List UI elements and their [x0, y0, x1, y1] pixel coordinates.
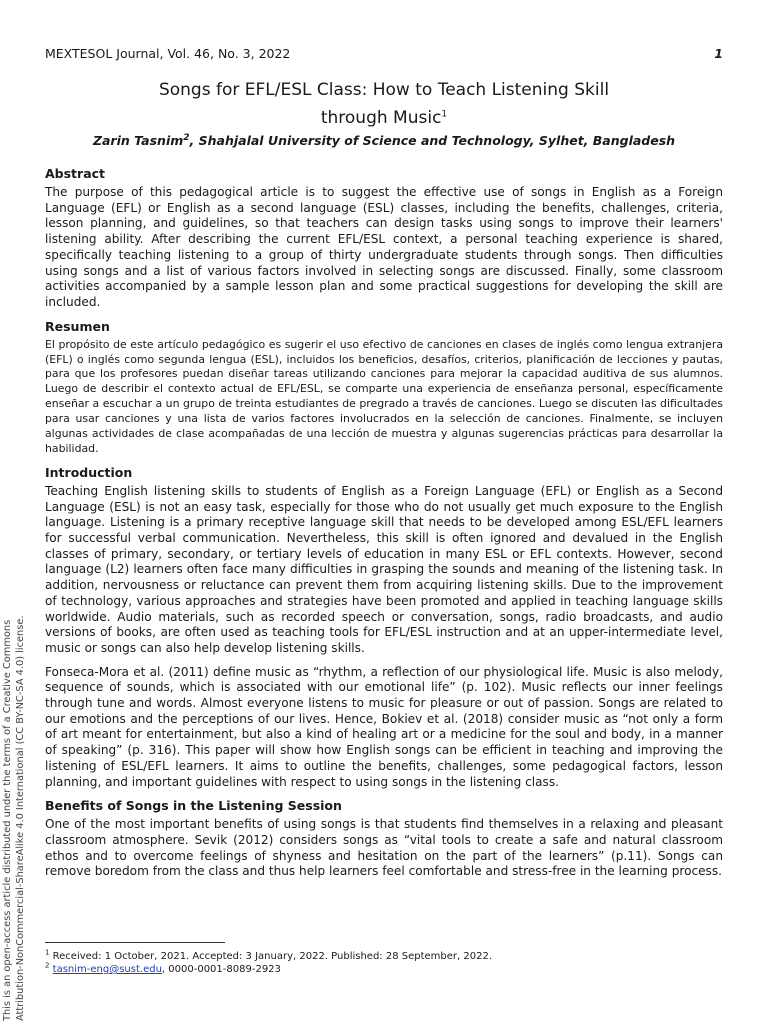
journal-citation: MEXTESOL Journal, Vol. 46, No. 3, 2022 [45, 46, 291, 61]
resumen-text: El propósito de este artículo pedagógico es sugerir el uso efectivo de canciones en clases de inglés como lengua extranjera (EFL) o inglés como segunda lengua (ESL), incluidos los beneficios, desafíos, criterios, planificación de lecciones y pautas, para que los profesores puedan diseñar tareas utilizando canciones para mejorar la capacidad auditiva de sus alumnos. Luego de describir el contexto actual de EFL/ESL, se comparte una experiencia de enseñanza personal, específicamente enseñar a escuchar a un grupo de treinta estudiantes de pregrado a través de canciones. Luego se discuten las dificultades para usar canciones y una lista de varios factores involucrados en la selección de canciones. Finalmente, se incluyen algunas actividades de clase acompañadas de una lección de muestra y algunas sugerencias prácticas para desarrollar la habilidad. [45, 337, 723, 455]
footnote-1 [45, 950, 492, 963]
article-title [45, 76, 723, 132]
author-line [45, 133, 723, 148]
introduction-heading: Introduction [45, 464, 133, 480]
title-line-2 [45, 104, 723, 132]
page-number: 1 [714, 46, 723, 61]
title-line-1: Songs for EFL/ESL Class: How to Teach Listening Skill [158, 80, 610, 100]
footnote-2 [45, 963, 492, 976]
footnote-2-mark: 2 [45, 961, 50, 970]
introduction-paragraph-2: Fonseca-Mora et al. (2011) define music as “rhythm, a reflection of our physiological life. Music is also melody, sequence of sounds, which is associated with our emotional life” (p. 102). Music reflects our inner feelings through tune and words. Almost everyone listens to music for pleasure or out of passion. Songs are related to our emotions and the perceptions of our lives. Hence, Bokiev et al. (2018) consider music as “not only a form of art meant for entertainment, but also a kind of healing art or a medicine for the soul and body, in a manner of speaking” (p. 316). This paper will show how English songs can be efficient in teaching and improving the listening of ESL/EFL learners. It aims to outline the benefits, challenges, some pedagogical factors, lesson planning, and important guidelines with respect to using songs in the listening class. [45, 664, 723, 789]
introduction-paragraph-1: Teaching English listening skills to students of English as a Foreign Language (EFL) or English as a Second Language (ESL) is not an easy task, especially for those who do not usually get much exposure to the English language. Listening is a primary receptive language skill that needs to be developed among ESL/EFL learners for successful verbal communication. Nevertheless, this skill is often ignored and devalued in the English classes of primary, secondary, or tertiary levels of education in many ESL or EFL contexts. However, second language (L2) learners often face many difficulties in grasping the sounds and meaning of the listening task. In addition, nervousness or reluctance can prevent them from acquiring listening skills. Due to the improvement of technology, various approaches and strategies have been promoted and applied in teaching language skills worldwide. Audio materials, such as recorded speech or conversation, songs, radio broadcasts, and audio versions of books, are often used as teaching tools for EFL/ESL instruction and at an upper-intermediate level, music or songs can also help develop listening skills. [45, 483, 723, 655]
title-footnote-mark: 1 [441, 109, 448, 120]
article-body [45, 166, 723, 880]
author-name: Zarin Tasnim [92, 133, 184, 148]
benefits-heading: Benefits of Songs in the Listening Session [45, 798, 342, 814]
footnote-1-mark: 1 [45, 948, 50, 957]
license-line-1: This is an open-access article distributed under the terms of a Creative Commons [2, 619, 13, 1021]
footnote-divider [45, 942, 225, 943]
title-line-2-text: through Music [320, 108, 442, 128]
abstract-heading: Abstract [45, 166, 106, 181]
abstract-text: The purpose of this pedagogical article is to suggest the effective use of songs in English as a Foreign Language (EFL) or English as a second language (ESL) classes, including the benefits, challenges, criteria, lesson planning, and guidelines, so that teachers can design tasks using songs to improve their learners' listening ability. After describing the current EFL/ESL context, a personal teaching experience is shared, specifically teaching listening to a group of thirty undergraduate students through songs. Then difficulties using songs and a list of various factors involved in selecting songs are discussed. Finally, some classroom activities accompanied by a sample lesson plan and some practical suggestions for developing the skill are included. [45, 185, 723, 309]
footnote-2-orcid: , 0000-0001-8089-2923 [161, 964, 281, 975]
benefits-paragraph-1: One of the most important benefits of using songs is that students find themselves in a relaxing and pleasant classroom atmosphere. Sevik (2012) considers songs as “vital tools to create a safe and natural classroom ethos and to overcome feelings of shyness and hesitation on the part of the learners” (p.11). Songs can remove boredom from the class and thus help learners feel comfortable and stress-free in the learning process. [45, 817, 723, 879]
resumen-heading: Resumen [45, 318, 110, 334]
author-footnote-mark: 2 [183, 132, 190, 143]
author-email-link[interactable]: tasnim-eng@sust.edu [52, 964, 162, 975]
footnote-1-text: Received: 1 October, 2021. Accepted: 3 January, 2022. Published: 28 September, 2022. [49, 951, 493, 962]
author-affiliation: , Shahjalal University of Science and Technology, Sylhet, Bangladesh [189, 133, 676, 148]
footnotes [45, 950, 492, 976]
license-line-2: Attribution-NonCommercial-ShareAlike 4.0 International (CC BY-NC-SA 4.0) license. [14, 615, 26, 1021]
